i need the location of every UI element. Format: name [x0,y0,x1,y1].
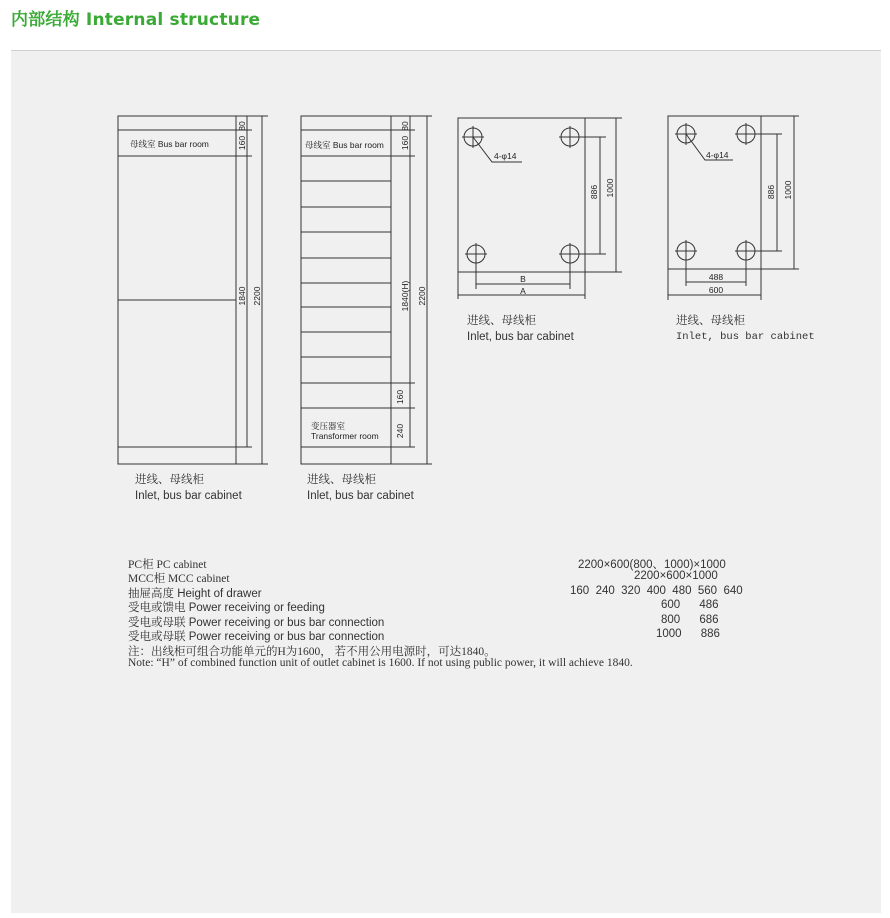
plan1-dim-a: A [520,286,526,296]
plan1-caption-cn: 进线、母线柜 [467,315,536,327]
plan1-outline [458,118,585,272]
plan1-caption [467,313,574,345]
cabinet2-caption [307,472,414,504]
cabinet2-caption-cn: 进线、母线柜 [307,474,376,486]
plan2-drawing [668,116,799,300]
cabinet2-dim-240: 240 [395,423,405,439]
spec-label-feeding: 受电或馈电 Power receiving or feeding [128,602,325,614]
cabinet1-caption-en: Inlet, bus bar cabinet [135,490,242,502]
cabinet2-bus-label: 母线室 Bus bar room [305,140,384,150]
transformer-label-en: Transformer room [311,431,379,441]
plan1-holes-label: 4-φ14 [494,151,517,161]
cabinet2-dim-h: 1840(H) [400,280,410,312]
spec-note-en: Note: “H” of combined function unit of outlet cabinet is 1600. If not using public power, it will achieve 1840. [128,657,633,669]
spec-value-drawer: 160 240 320 400 480 560 640 [570,585,743,597]
cabinet1-outline [118,116,236,464]
cabinet1-dim-80: 80 [237,121,247,131]
transformer-label-cn: 变压器室 [311,421,346,431]
cabinet1-caption-cn: 进线、母线柜 [135,474,204,486]
spec-label-busbar-800: 受电或母联 Power receiving or bus bar connection [128,617,385,629]
spec-note-cn: 注：出线柜可组合功能单元的H为1600， 若不用公用电源时，可达1840。 [128,646,496,658]
plan2-dim-600: 600 [708,285,724,295]
cabinet2-dim-160: 160 [400,135,410,151]
plan2-caption-en: Inlet, bus bar cabinet [676,331,815,343]
spec-label-mcc: MCC柜 MCC cabinet [128,573,230,585]
page-title: 内部结构 Internal structure [11,10,261,30]
cabinet1-caption [135,472,242,504]
spec-label-drawer: 抽屉高度 Height of drawer [128,588,262,600]
spec-value-busbar-1000: 1000 886 [656,628,720,640]
spec-label-pc: PC柜 PC cabinet [128,559,207,571]
cabinet2-outline [301,116,391,464]
cabinet1-dim-1840: 1840 [237,286,247,306]
cabinet1-dim-160: 160 [237,135,247,151]
spec-value-mcc: 2200×600×1000 [634,570,718,582]
cabinet2-dim-drawer: 160 [395,389,405,405]
cabinet2-caption-en: Inlet, bus bar cabinet [307,490,414,502]
cabinet2-dim-2200: 2200 [417,286,427,306]
spec-value-pc: 2200×600(800、1000)×1000 [578,559,726,571]
plan2-dim-1000: 1000 [783,180,793,200]
plan1-caption-en: Inlet, bus bar cabinet [467,331,574,343]
plan2-caption [676,313,815,345]
cabinet1-dim-2200: 2200 [252,286,262,306]
cabinet2-dim-80: 80 [400,121,410,131]
spec-value-feeding: 600 486 [661,599,719,611]
plan1-dim-b: B [520,274,526,284]
spec-label-busbar-1000: 受电或母联 Power receiving or bus bar connection [128,631,385,643]
plan2-caption-cn: 进线、母线柜 [676,315,745,327]
plan1-dim-1000: 1000 [605,178,615,198]
spec-value-busbar-800: 800 686 [661,614,719,626]
plan1-dim-886: 886 [589,184,599,200]
cabinet1-bus-label: 母线室 Bus bar room [130,139,209,149]
plan2-dim-886: 886 [766,184,776,200]
plan2-dim-488: 488 [708,272,724,282]
plan2-outline [668,116,761,269]
plan2-holes-label: 4-φ14 [706,150,729,160]
plan1-drawing [458,118,622,299]
cabinet2-drawing [301,116,432,464]
